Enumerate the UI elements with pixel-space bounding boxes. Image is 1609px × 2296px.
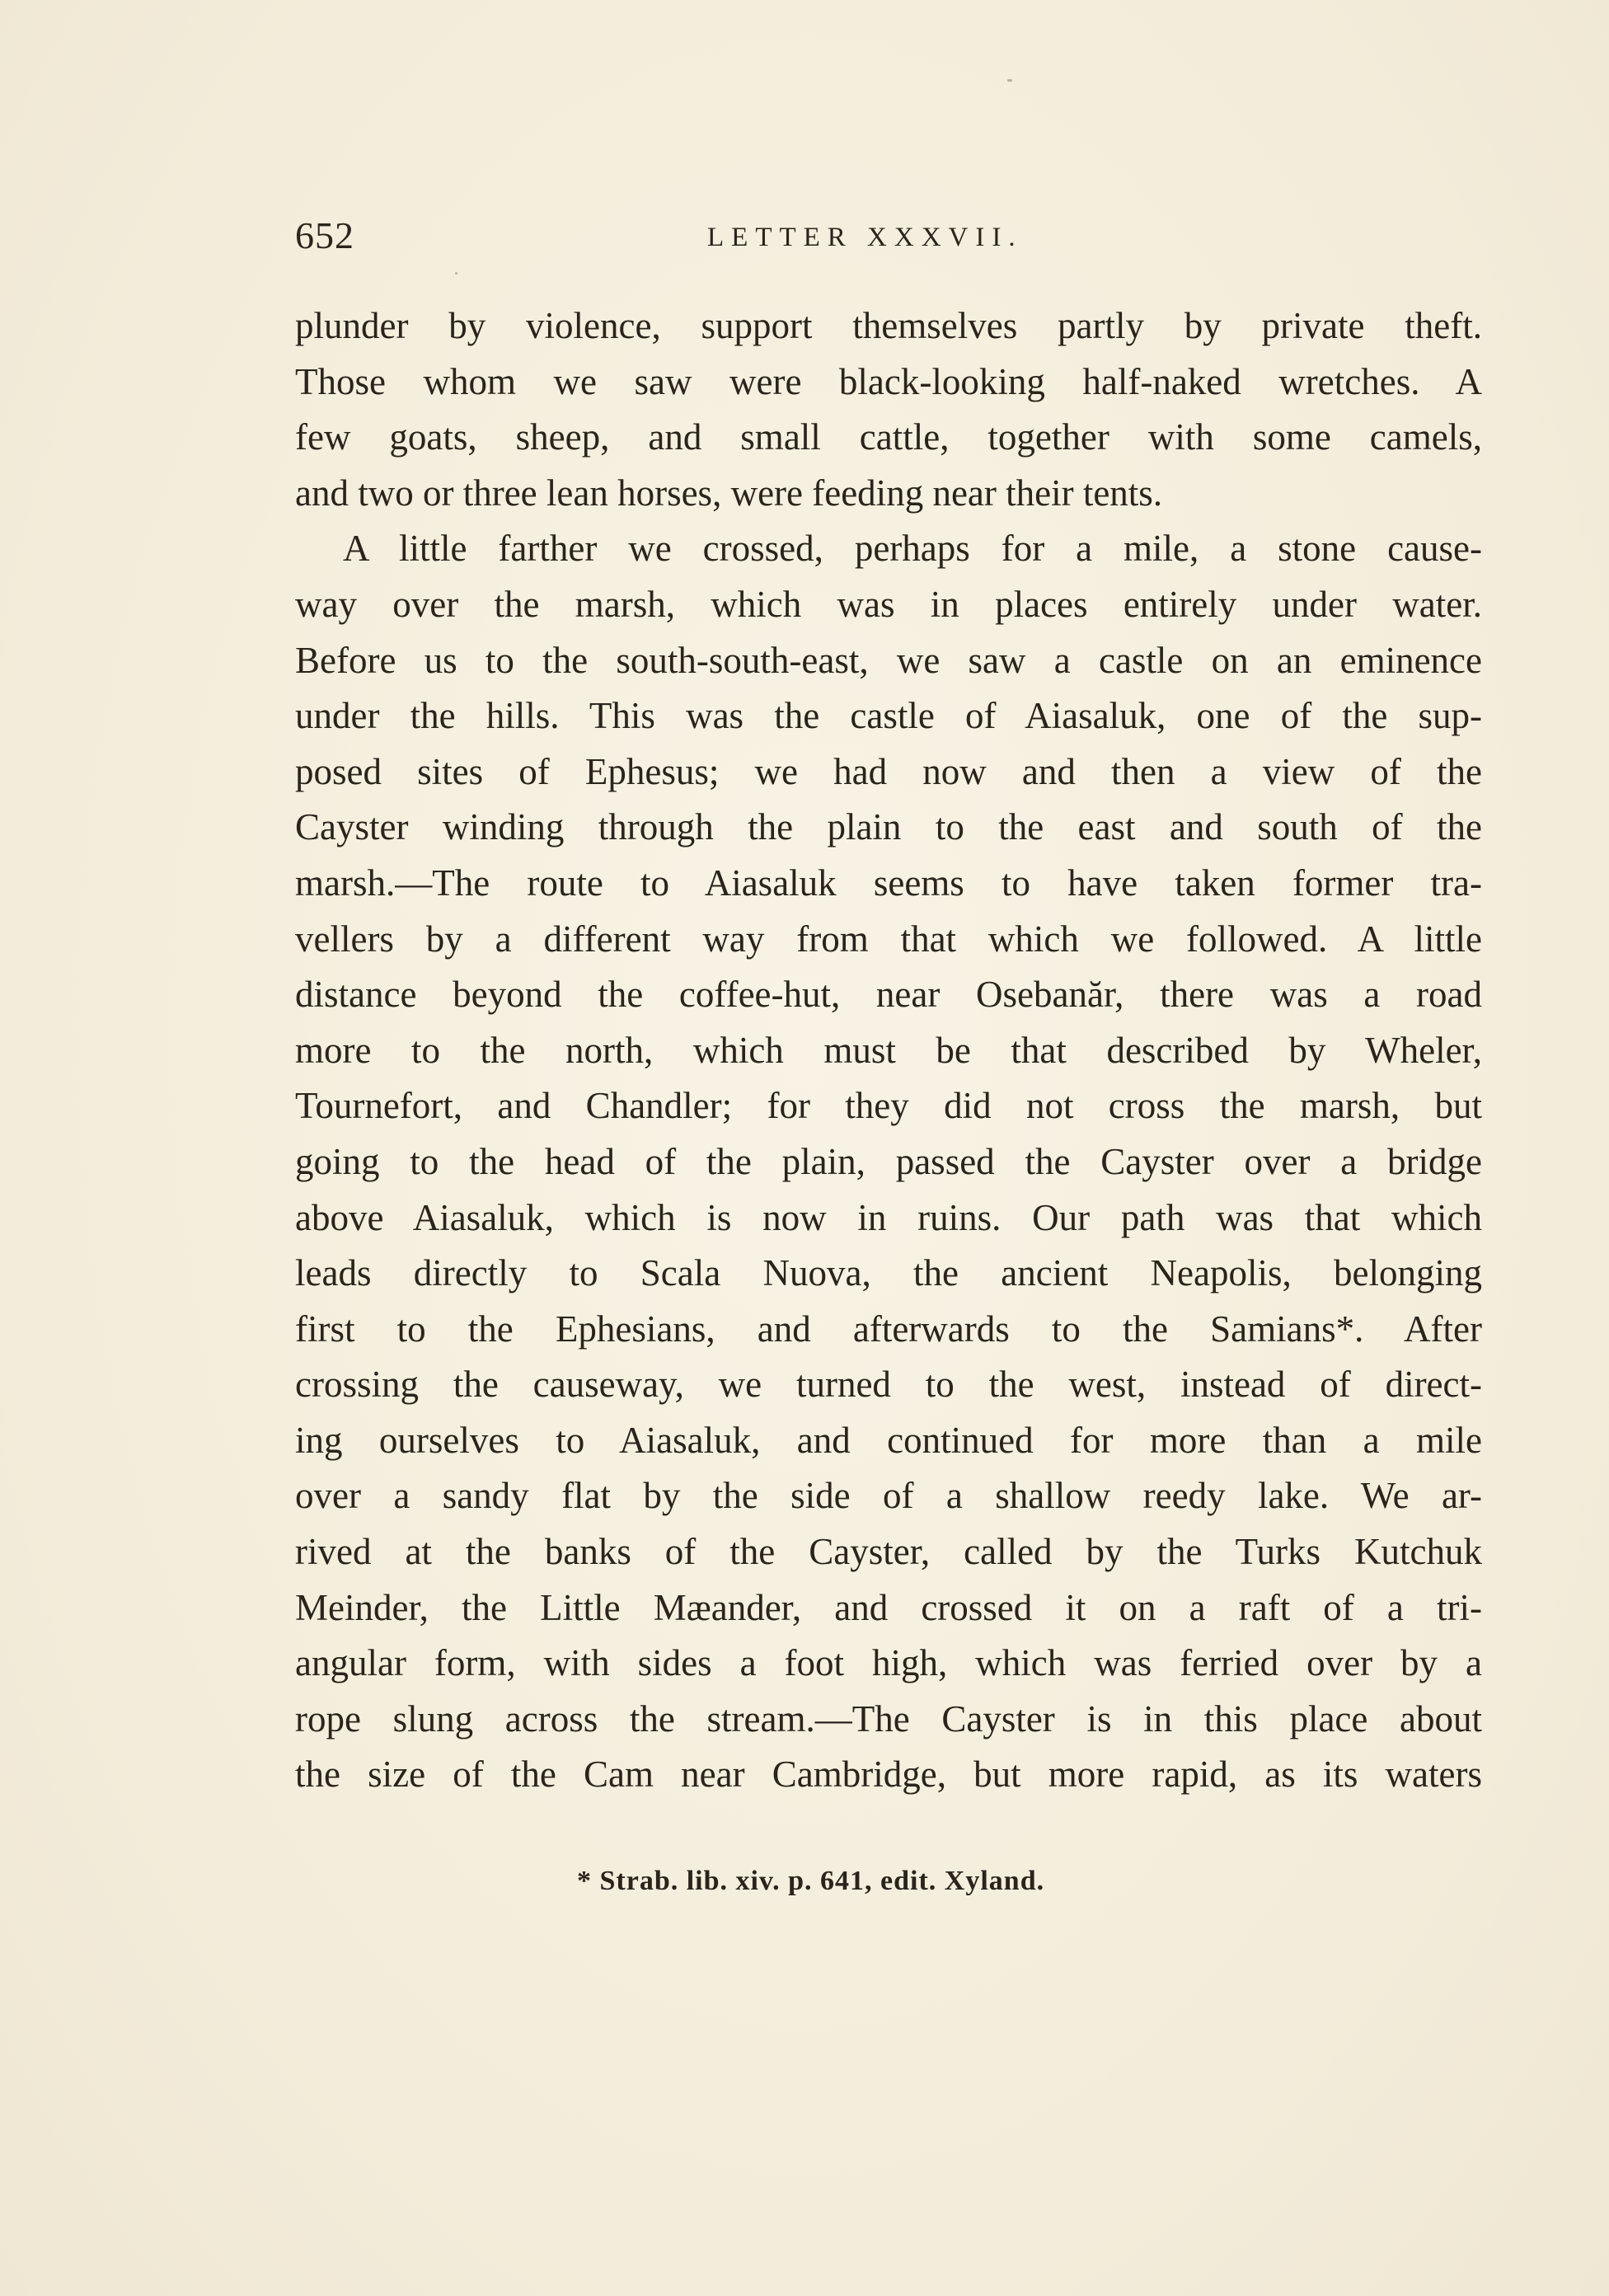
text-line: over a sandy flat by the side of a shallow reedy lake. We ar- (295, 1475, 1482, 1517)
text-line: and two or three lean horses, were feeding near their tents. (295, 472, 1163, 514)
text-line: first to the Ephesians, and afterwards to the Samians*. After (295, 1308, 1482, 1350)
body-text (295, 298, 1482, 1803)
text-line: marsh.—The route to Aiasaluk seems to have taken former tra- (295, 862, 1482, 904)
paper-speck (455, 272, 457, 275)
text-line: leads directly to Scala Nuova, the ancient Neapolis, belonging (295, 1252, 1482, 1294)
text-line: Before us to the south-south-east, we saw a castle on an eminence (295, 639, 1482, 681)
text-line: Meinder, the Little Mæander, and crossed it on a raft of a tri- (295, 1586, 1482, 1628)
text-line: above Aiasaluk, which is now in ruins. Our path was that which (295, 1196, 1482, 1238)
text-line: way over the marsh, which was in places entirely under water. (295, 583, 1482, 625)
page-header (295, 211, 1482, 261)
text-line: plunder by violence, support themselves partly by private theft. (295, 305, 1482, 346)
text-line: more to the north, which must be that described by Wheler, (295, 1029, 1482, 1071)
text-line: rope slung across the stream.—The Cayster is in this place about (295, 1697, 1482, 1740)
text-line: posed sites of Ephesus; we had now and then a view of the (295, 750, 1482, 792)
text-line: Those whom we saw were black-looking half-naked wretches. A (295, 360, 1482, 402)
text-line: A little farther we crossed, perhaps for a mile, a stone cause- (343, 528, 1482, 570)
text-line: under the hills. This was the castle of Aiasaluk, one of the sup- (295, 695, 1482, 737)
footnote: * Strab. lib. xiv. p. 641, edit. Xyland. (577, 1866, 1045, 1896)
paper-speck (1007, 79, 1012, 82)
text-line: going to the head of the plain, passed the Cayster over a bridge (295, 1140, 1482, 1182)
text-line: Tournefort, and Chandler; for they did not cross the marsh, but (295, 1085, 1482, 1127)
text-line: few goats, sheep, and small cattle, together with some camels, (295, 416, 1482, 458)
text-line: angular form, with sides a foot high, which was ferried over by a (295, 1642, 1482, 1684)
text-line: ing ourselves to Aiasaluk, and continued for more than a mile (295, 1419, 1482, 1461)
text-line: Cayster winding through the plain to the east and south of the (295, 806, 1482, 848)
text-line: rived at the banks of the Cayster, called by the Turks Kutchuk (295, 1531, 1482, 1573)
text-line: crossing the causeway, we turned to the west, instead of direct- (295, 1364, 1482, 1406)
page-number: 652 (295, 214, 354, 256)
text-line: the size of the Cam near Cambridge, but more rapid, as its waters (295, 1754, 1482, 1796)
text-line: vellers by a different way from that which we followed. A little (295, 918, 1482, 960)
running-head: LETTER XXXVII. (707, 223, 1023, 252)
text-line: distance beyond the coffee-hut, near Osebanăr, there was a road (295, 974, 1482, 1016)
